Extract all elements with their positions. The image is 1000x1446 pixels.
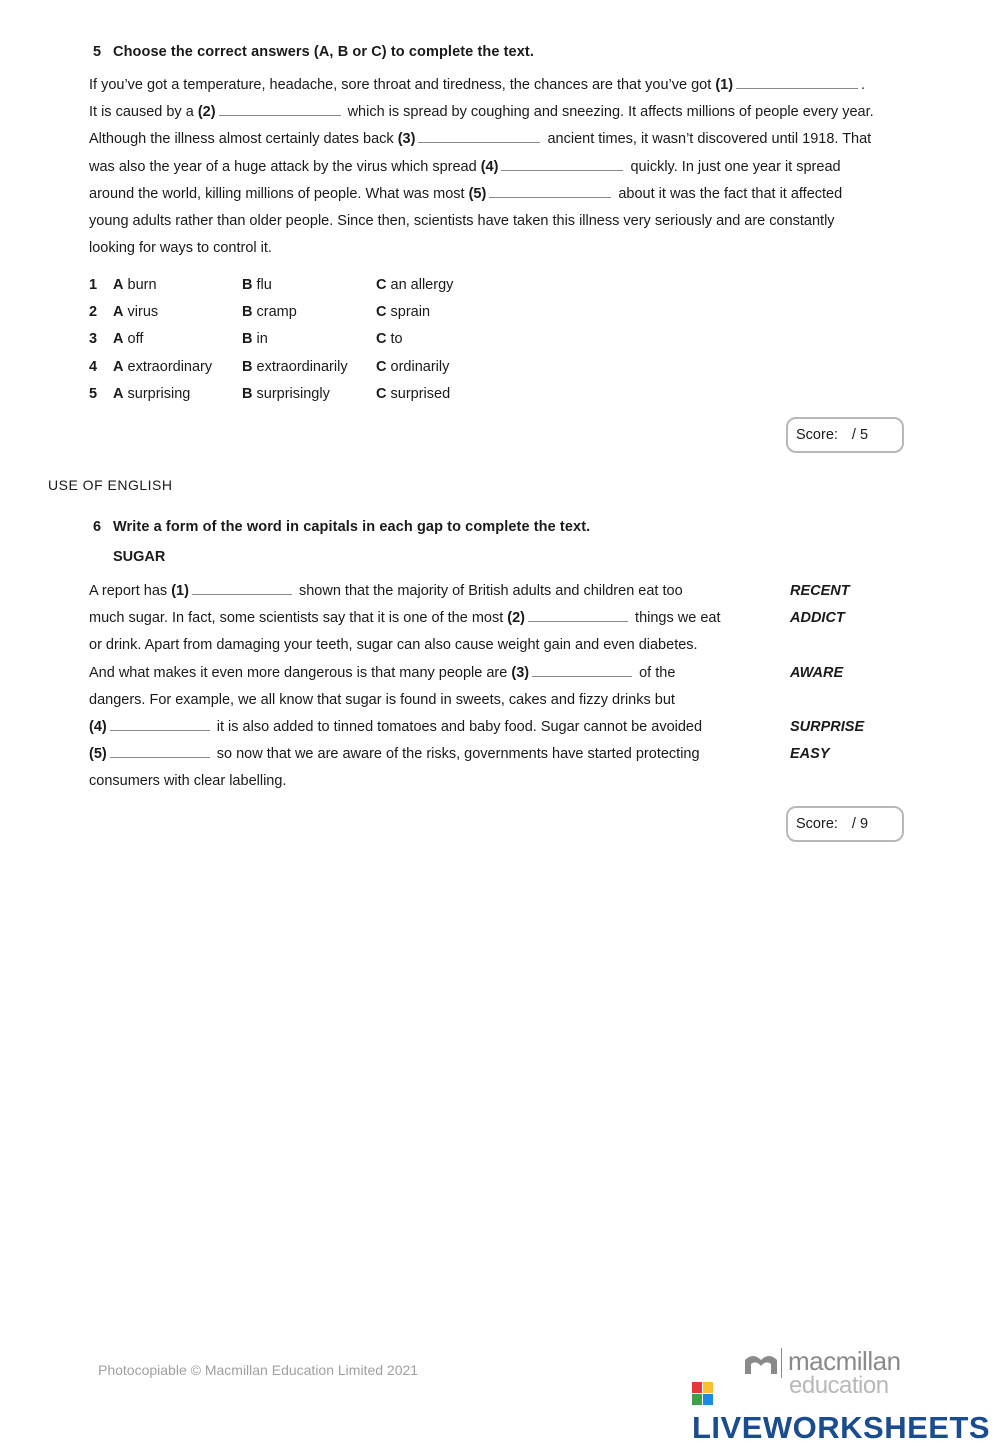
text-line: around the world, killing millions of people. What was most (5) about it was the fact that it affected [89, 181, 919, 208]
option-b[interactable]: B surprisingly [242, 385, 330, 402]
keyword-addict: ADDICT [790, 610, 845, 626]
option-a[interactable]: A burn [113, 277, 157, 293]
keyword-recent: RECENT [790, 583, 850, 599]
option-c[interactable]: C to [376, 331, 403, 348]
text-line: was also the year of a huge attack by the virus which spread (4) quickly. In just one year it spread [89, 154, 919, 181]
option-a[interactable]: A virus [113, 304, 159, 321]
score-box-5: Score: / 5 [786, 417, 904, 453]
text-line: or drink. Apart from damaging your teeth, sugar can also cause weight gain and even diabetes. [89, 637, 698, 654]
text-line: much sugar. In fact, some scientists say that it is one of the most (2) things we eat [89, 605, 779, 632]
cube-icon [692, 1382, 714, 1406]
answer-gap-4[interactable] [110, 715, 210, 731]
brand-name: macmillan [788, 1346, 901, 1376]
keyword-aware: AWARE [790, 665, 844, 681]
text-line: Although the illness almost certainly dates back (3) ancient times, it wasn’t discovered until 1918. That [89, 126, 919, 153]
option-b[interactable]: B extraordinarily [242, 358, 348, 375]
exercise-5-instruction: Choose the correct answers (A, B or C) to complete the text. [113, 44, 534, 60]
text-line: (5) so now that we are aware of the risks, governments have started protecting [89, 741, 779, 768]
answer-gap-3[interactable] [418, 127, 540, 143]
text-line: dangers. For example, we all know that sugar is found in sweets, cakes and fizzy drinks but [89, 691, 675, 708]
answer-gap-1[interactable] [192, 579, 292, 595]
text-line: A report has (1) shown that the majority of British adults and children eat too [89, 578, 779, 605]
option-c[interactable]: C an allergy [376, 277, 454, 293]
text-line: young adults rather than older people. Since then, scientists have taken this illness very seriously and are constantly [89, 212, 835, 229]
text-line: And what makes it even more dangerous is that many people are (3) of the [89, 660, 779, 687]
answer-gap-5[interactable] [489, 182, 611, 198]
liveworksheets-logo [692, 1374, 1000, 1446]
exercise-5-text [89, 72, 919, 262]
exercise-6-header [93, 519, 590, 535]
section-title: USE OF ENGLISH [48, 477, 173, 493]
answer-gap-1[interactable] [736, 73, 858, 89]
exercise-5-header [93, 44, 534, 60]
text-line: looking for ways to control it. [89, 240, 272, 257]
text-line: If you’ve got a temperature, headache, sore throat and tiredness, the chances are that you’ve got (1) . [89, 72, 919, 99]
option-b[interactable]: B flu [242, 277, 272, 293]
copyright-footer: Photocopiable © Macmillan Education Limited 2021 [98, 1362, 419, 1378]
answer-gap-4[interactable] [501, 155, 623, 171]
option-c[interactable]: C surprised [376, 385, 451, 402]
exercise-5-number: 5 [93, 44, 102, 60]
option-a[interactable]: A off [113, 331, 144, 348]
macmillan-icon [745, 1352, 777, 1374]
option-a[interactable]: A extraordinary [113, 358, 213, 375]
option-c[interactable]: C sprain [376, 304, 431, 321]
answer-gap-2[interactable] [528, 606, 628, 622]
exercise-6-instruction: Write a form of the word in capitals in each gap to complete the text. [113, 519, 591, 535]
exercise-6-number: 6 [93, 519, 102, 535]
text-line: (4) it is also added to tinned tomatoes and baby food. Sugar cannot be avoided [89, 714, 779, 741]
option-a[interactable]: A surprising [113, 385, 191, 402]
answer-gap-2[interactable] [219, 100, 341, 116]
answer-gap-5[interactable] [110, 742, 210, 758]
keyword-easy: EASY [790, 746, 830, 762]
keyword-surprise: SURPRISE [790, 719, 865, 735]
exercise-6-text [89, 578, 779, 796]
score-box-6: Score: / 9 [786, 806, 904, 842]
option-c[interactable]: C ordinarily [376, 358, 450, 375]
option-b[interactable]: B cramp [242, 304, 297, 321]
text-title: SUGAR [113, 549, 166, 565]
answer-gap-3[interactable] [532, 661, 632, 677]
text-line: It is caused by a (2) which is spread by coughing and sneezing. It affects millions of people every year. [89, 99, 919, 126]
option-b[interactable]: B in [242, 331, 268, 348]
text-line: consumers with clear labelling. [89, 773, 287, 790]
brand-name-2: education [789, 1372, 889, 1400]
liveworksheets-text: LIVEWORKSHEETS [692, 1410, 991, 1445]
